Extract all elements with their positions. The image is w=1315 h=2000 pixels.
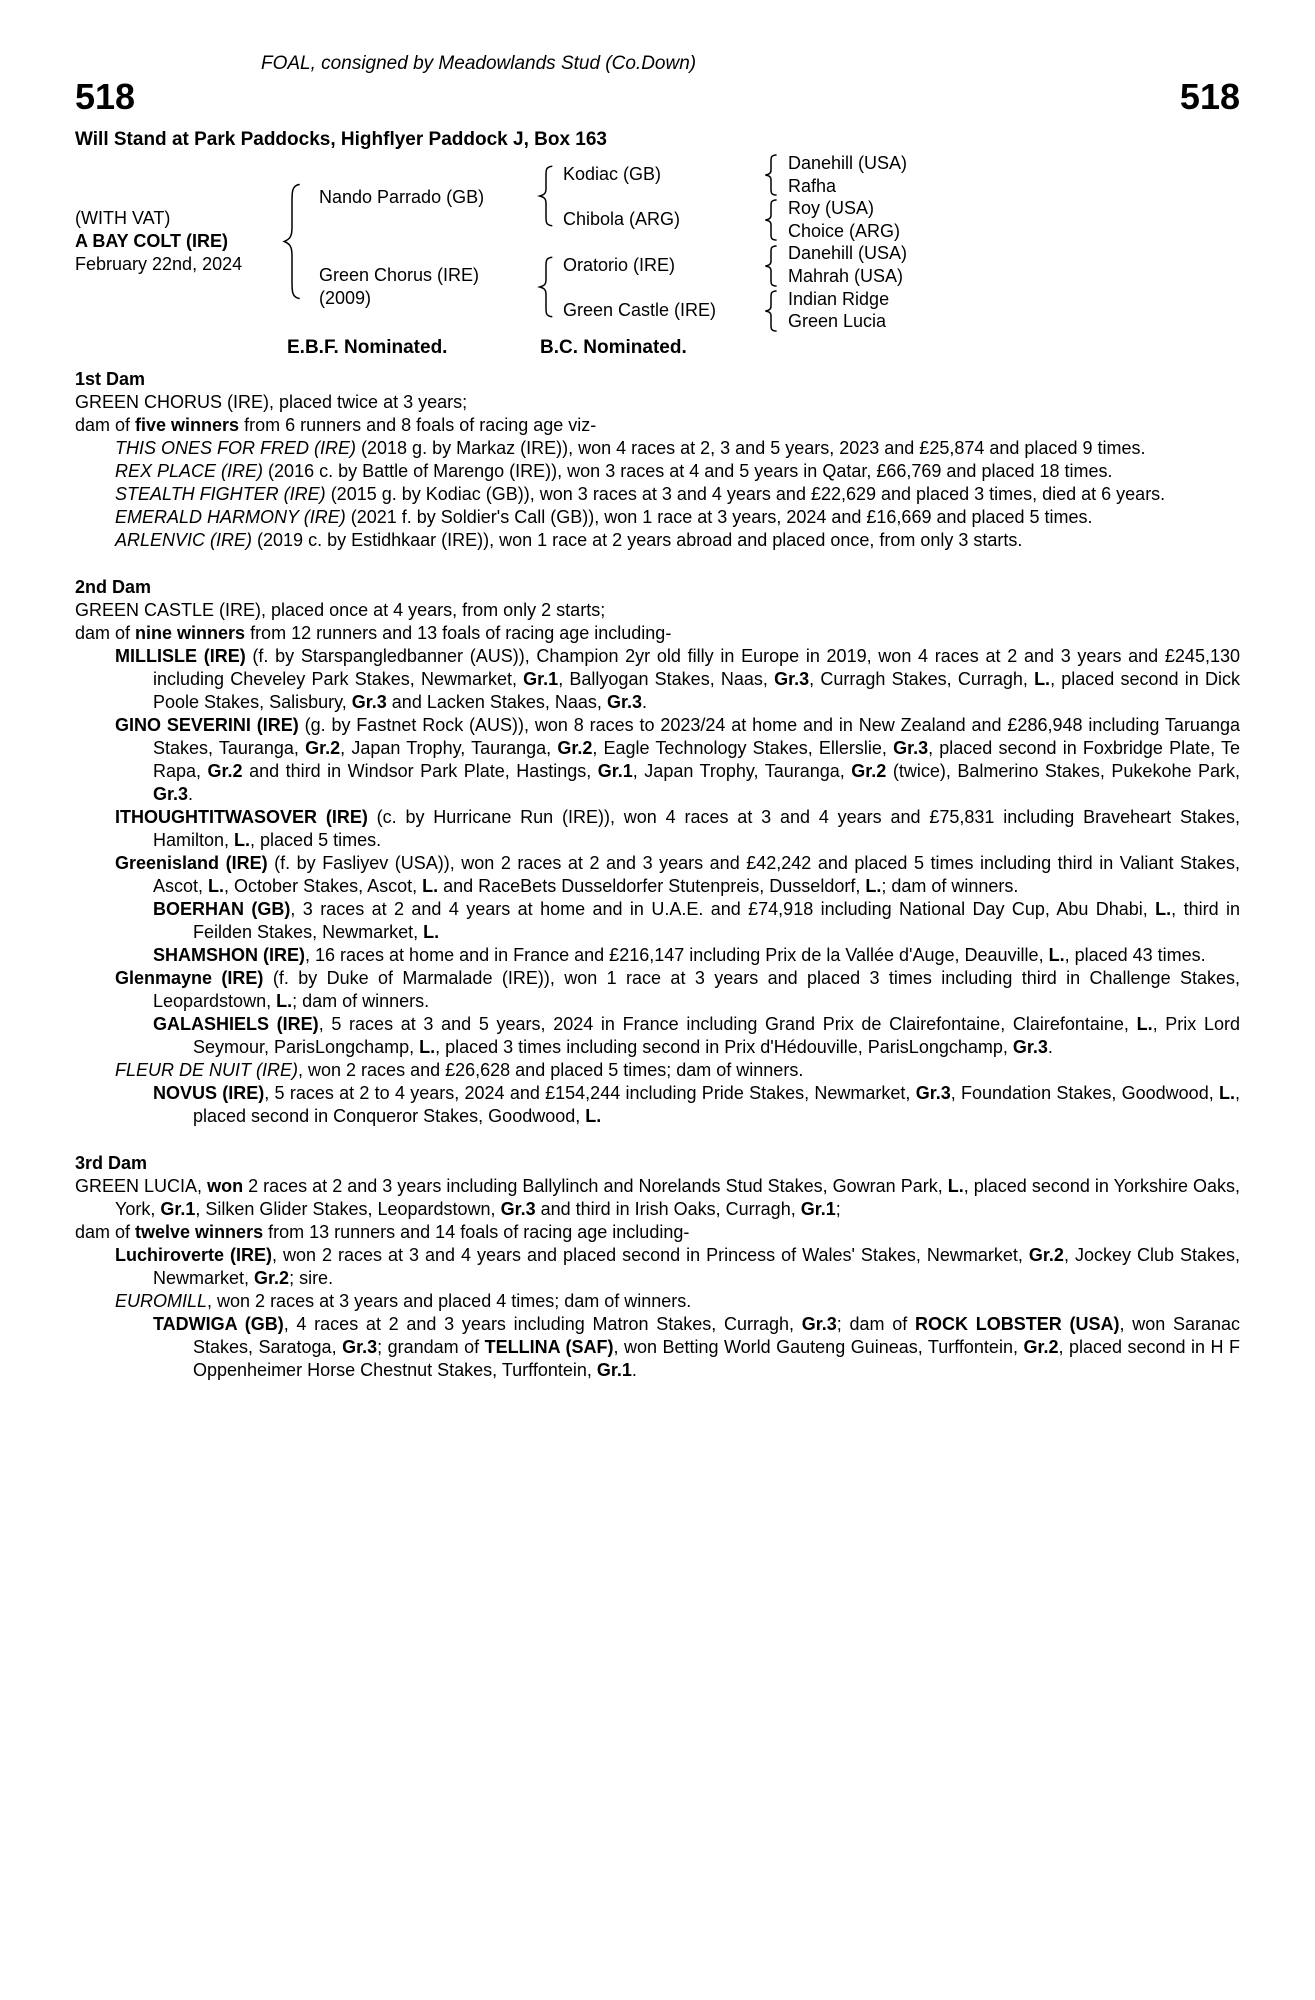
section-heading: 2nd Dam bbox=[75, 577, 152, 597]
catalogue-entry: GREEN CHORUS (IRE), placed twice at 3 years; bbox=[75, 392, 468, 412]
catalogue-entry: GINO SEVERINI (IRE) (g. by Fastnet Rock (AUS)), won 8 races to 2023/24 at home and in New Zealand and £286,948 including Taruanga Stakes, Tauranga, Gr.2, Japan Trophy, Tauranga, Gr.2, Eagle Technology Stakes, Ellerslie, Gr.3, placed second in Foxbridge Plate, Te Rapa, Gr.2 and third in Windsor Park Plate, Hastings, Gr.1, Japan Trophy, Tauranga, Gr.2 (twice), Balmerino Stakes, Pukekohe Park, Gr.3. bbox=[115, 715, 1240, 804]
pedigree-brace-ggp1 bbox=[763, 154, 779, 196]
pedigree-brace-dam bbox=[537, 256, 555, 318]
catalogue-entry: REX PLACE (IRE) (2016 c. by Battle of Marengo (IRE)), won 3 races at 4 and 5 years in Qatar, £66,769 and placed 18 times. bbox=[115, 461, 1113, 481]
dams-dam-dam-name: Green Lucia bbox=[788, 311, 887, 332]
nominations-row bbox=[75, 336, 1240, 360]
pedigree-brace-ggp3 bbox=[763, 245, 779, 287]
sires-sire-dam-name: Rafha bbox=[788, 175, 837, 196]
lot-number-row bbox=[75, 78, 1240, 116]
catalogue-entry: FLEUR DE NUIT (IRE), won 2 races and £26,628 and placed 5 times; dam of winners. bbox=[115, 1060, 804, 1080]
section-heading: 3rd Dam bbox=[75, 1153, 148, 1173]
consignor-line: FOAL, consigned by Meadowlands Stud (Co.Down) bbox=[261, 53, 697, 74]
catalogue-entry: EUROMILL, won 2 races at 3 years and placed 4 times; dam of winners. bbox=[115, 1291, 692, 1311]
dams-dam-sire-name: Indian Ridge bbox=[788, 288, 890, 309]
catalogue-entry: dam of twelve winners from 13 runners and 14 foals of racing age including- bbox=[75, 1222, 690, 1242]
catalogue-entry: NOVUS (IRE), 5 races at 2 to 4 years, 2024 and £154,244 including Pride Stakes, Newmarket, Gr.3, Foundation Stakes, Goodwood, L., placed second in Conqueror Stakes, Goodwood, L. bbox=[153, 1083, 1240, 1126]
ebf-nominated-label: E.B.F. Nominated. bbox=[287, 337, 448, 358]
catalogue-entry: GREEN LUCIA, won 2 races at 2 and 3 years including Ballylinch and Norelands Stud Stakes, Gowran Park, L., placed second in Yorkshire Oaks, York, Gr.1, Silken Glider Stakes, Leopardstown, Gr.3 and third in Irish Oaks, Curragh, Gr.1; bbox=[75, 1176, 1240, 1219]
catalogue-entry: dam of five winners from 6 runners and 8 foals of racing age viz- bbox=[75, 415, 597, 435]
sires-dam-sire-name: Roy (USA) bbox=[788, 198, 875, 219]
catalogue-entry: dam of nine winners from 12 runners and 13 foals of racing age including- bbox=[75, 623, 672, 643]
catalogue-entry: Greenisland (IRE) (f. by Fasliyev (USA)), won 2 races at 2 and 3 years and £42,242 and placed 5 times including third in Valiant Stakes, Ascot, L., October Stakes, Ascot, L. and RaceBets Dusseldorfer Stutenpreis, Dusseldorf, L.; dam of winners. bbox=[115, 853, 1241, 896]
section-heading: 1st Dam bbox=[75, 369, 146, 389]
dam-year: (2009) bbox=[319, 288, 372, 308]
catalogue-entry: THIS ONES FOR FRED (IRE) (2018 g. by Markaz (IRE)), won 4 races at 2, 3 and 5 years, 2023 and £25,874 and placed 9 times. bbox=[115, 438, 1146, 458]
catalogue-entry: MILLISLE (IRE) (f. by Starspangledbanner (AUS)), Champion 2yr old filly in Europe in 2019, won 4 races at 2 and 3 years and £245,130 including Cheveley Park Stakes, Newmarket, Gr.1, Ballyogan Stakes, Naas, Gr.3, Curragh Stakes, Curragh, L., placed second in Dick Poole Stakes, Salisbury, Gr.3 and Lacken Stakes, Naas, Gr.3. bbox=[115, 646, 1240, 712]
pedigree-brace-ggp2 bbox=[763, 199, 779, 241]
bc-nominated-label: B.C. Nominated. bbox=[540, 337, 687, 358]
dams-sire-name: Oratorio (IRE) bbox=[563, 255, 676, 275]
catalogue-entry: BOERHAN (GB), 3 races at 2 and 4 years at home and in U.A.E. and £74,918 including National Day Cup, Abu Dhabi, L., third in Feilden Stakes, Newmarket, L. bbox=[153, 899, 1240, 942]
dam-name-block bbox=[319, 264, 479, 310]
sires-dam-name: Chibola (ARG) bbox=[563, 209, 681, 229]
sires-sire-name: Kodiac (GB) bbox=[563, 164, 662, 184]
catalogue-entry: STEALTH FIGHTER (IRE) (2015 g. by Kodiac (GB)), won 3 races at 3 and 4 years and £22,629 and placed 3 times, died at 6 years. bbox=[115, 484, 1166, 504]
dam-sections bbox=[75, 368, 1240, 1382]
colt-name: A BAY COLT (IRE) bbox=[75, 231, 229, 251]
catalogue-entry: SHAMSHON (IRE), 16 races at home and in France and £216,147 including Prix de la Vallée d'Auge, Deauville, L., placed 43 times. bbox=[153, 945, 1206, 965]
foal-date: February 22nd, 2024 bbox=[75, 254, 243, 274]
catalogue-entry: Glenmayne (IRE) (f. by Duke of Marmalade (IRE)), won 1 race at 3 years and placed 3 times including third in Challenge Stakes, Leopardstown, L.; dam of winners. bbox=[115, 968, 1240, 1011]
colt-info bbox=[75, 207, 305, 276]
stand-location-line: Will Stand at Park Paddocks, Highflyer Paddock J, Box 163 bbox=[75, 129, 607, 150]
catalogue-entry: TADWIGA (GB), 4 races at 2 and 3 years including Matron Stakes, Curragh, Gr.3; dam of ROCK LOBSTER (USA), won Saranac Stakes, Saratoga, Gr.3; grandam of TELLINA (SAF), won Betting World Gauteng Guineas, Turffontein, Gr.2, placed second in H F Oppenheimer Horse Chestnut Stakes, Turffontein, Gr.1. bbox=[153, 1314, 1241, 1380]
catalogue-entry: Luchiroverte (IRE), won 2 races at 3 and 4 years and placed second in Princess of Wales' Stakes, Newmarket, Gr.2, Jockey Club Stakes, Newmarket, Gr.2; sire. bbox=[115, 1245, 1240, 1288]
dams-sire-dam-name: Mahrah (USA) bbox=[788, 265, 904, 286]
great-grandparents-column bbox=[788, 152, 907, 333]
sire-name: Nando Parrado (GB) bbox=[319, 187, 485, 207]
pedigree-brace-ggp4 bbox=[763, 290, 779, 332]
lot-number-right: 518 bbox=[1179, 76, 1240, 117]
catalogue-entry: EMERALD HARMONY (IRE) (2021 f. by Soldier's Call (GB)), won 1 race at 3 years, 2024 and £16,669 and placed 5 times. bbox=[115, 507, 1093, 527]
vat-note: (WITH VAT) bbox=[75, 208, 171, 228]
pedigree-chart bbox=[75, 152, 1240, 334]
sires-sire-sire-name: Danehill (USA) bbox=[788, 153, 908, 173]
dams-dam-name: Green Castle (IRE) bbox=[563, 300, 717, 320]
pedigree-brace-main bbox=[281, 182, 303, 301]
catalogue-entry: ITHOUGHTITWASOVER (IRE) (c. by Hurricane Run (IRE)), won 4 races at 3 and 4 years and £75,831 including Braveheart Stakes, Hamilton, L., placed 5 times. bbox=[115, 807, 1241, 850]
catalogue-entry: GREEN CASTLE (IRE), placed once at 4 years, from only 2 starts; bbox=[75, 600, 606, 620]
catalogue-entry: ARLENVIC (IRE) (2019 c. by Estidhkaar (IRE)), won 1 race at 2 years abroad and placed once, from only 3 starts. bbox=[115, 530, 1023, 550]
sires-dam-dam-name: Choice (ARG) bbox=[788, 220, 901, 241]
pedigree-brace-sire bbox=[537, 165, 555, 227]
catalogue-entry: GALASHIELS (IRE), 5 races at 3 and 5 years, 2024 in France including Grand Prix de Clairefontaine, Clairefontaine, L., Prix Lord Seymour, ParisLongchamp, L., placed 3 times including second in Prix d'Hédouville, ParisLongchamp, Gr.3. bbox=[153, 1014, 1241, 1057]
dams-sire-sire-name: Danehill (USA) bbox=[788, 243, 908, 264]
dam-name: Green Chorus (IRE) bbox=[319, 265, 480, 285]
lot-number-left: 518 bbox=[75, 76, 136, 117]
